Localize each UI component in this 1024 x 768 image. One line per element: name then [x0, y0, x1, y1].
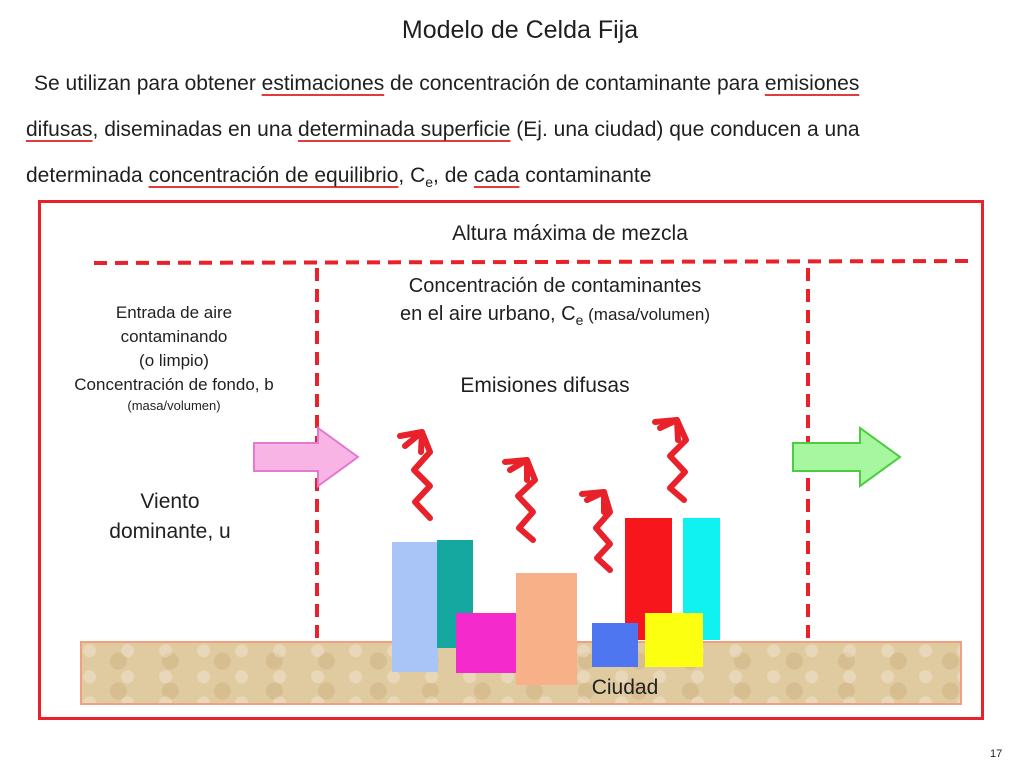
concentration-label: Concentración de contaminantes en el aire urbano, $C_e$ (masa/volumen): [399, 275, 711, 328]
building-magenta: [456, 613, 518, 673]
inlet-air-label: Entrada de aire contaminando (o limpio) Concentración de fondo, b (masa/volumen): [74, 303, 274, 413]
building-yellow: [645, 613, 703, 667]
plume-4-icon: [660, 420, 686, 500]
plume-2-icon: [510, 460, 535, 540]
building-peach: [516, 573, 577, 685]
intro-line-2: difusas, diseminadas en una determinada superficie (Ej. una ciudad) que conducen a una: [26, 118, 860, 141]
wind-label: Viento dominante, u: [109, 490, 231, 543]
intro-line-1: Se utilizan para obtener estimaciones de concentración de contaminante para emisiones: [34, 72, 860, 95]
slide-title: Modelo de Celda Fija: [401, 16, 639, 44]
emissions-label: Emisiones difusas: [460, 374, 630, 397]
intro-line-3: determinada concentración de equilibrio, $C_e$, de cada contaminante: [26, 164, 652, 191]
building-light-blue: [392, 542, 438, 672]
plume-1-icon: [405, 432, 430, 518]
city-label: Ciudad: [591, 676, 659, 699]
mixing-height-label: Altura máxima de mezcla: [452, 222, 688, 245]
page-number: 17: [990, 748, 1003, 760]
building-blue: [592, 623, 638, 667]
